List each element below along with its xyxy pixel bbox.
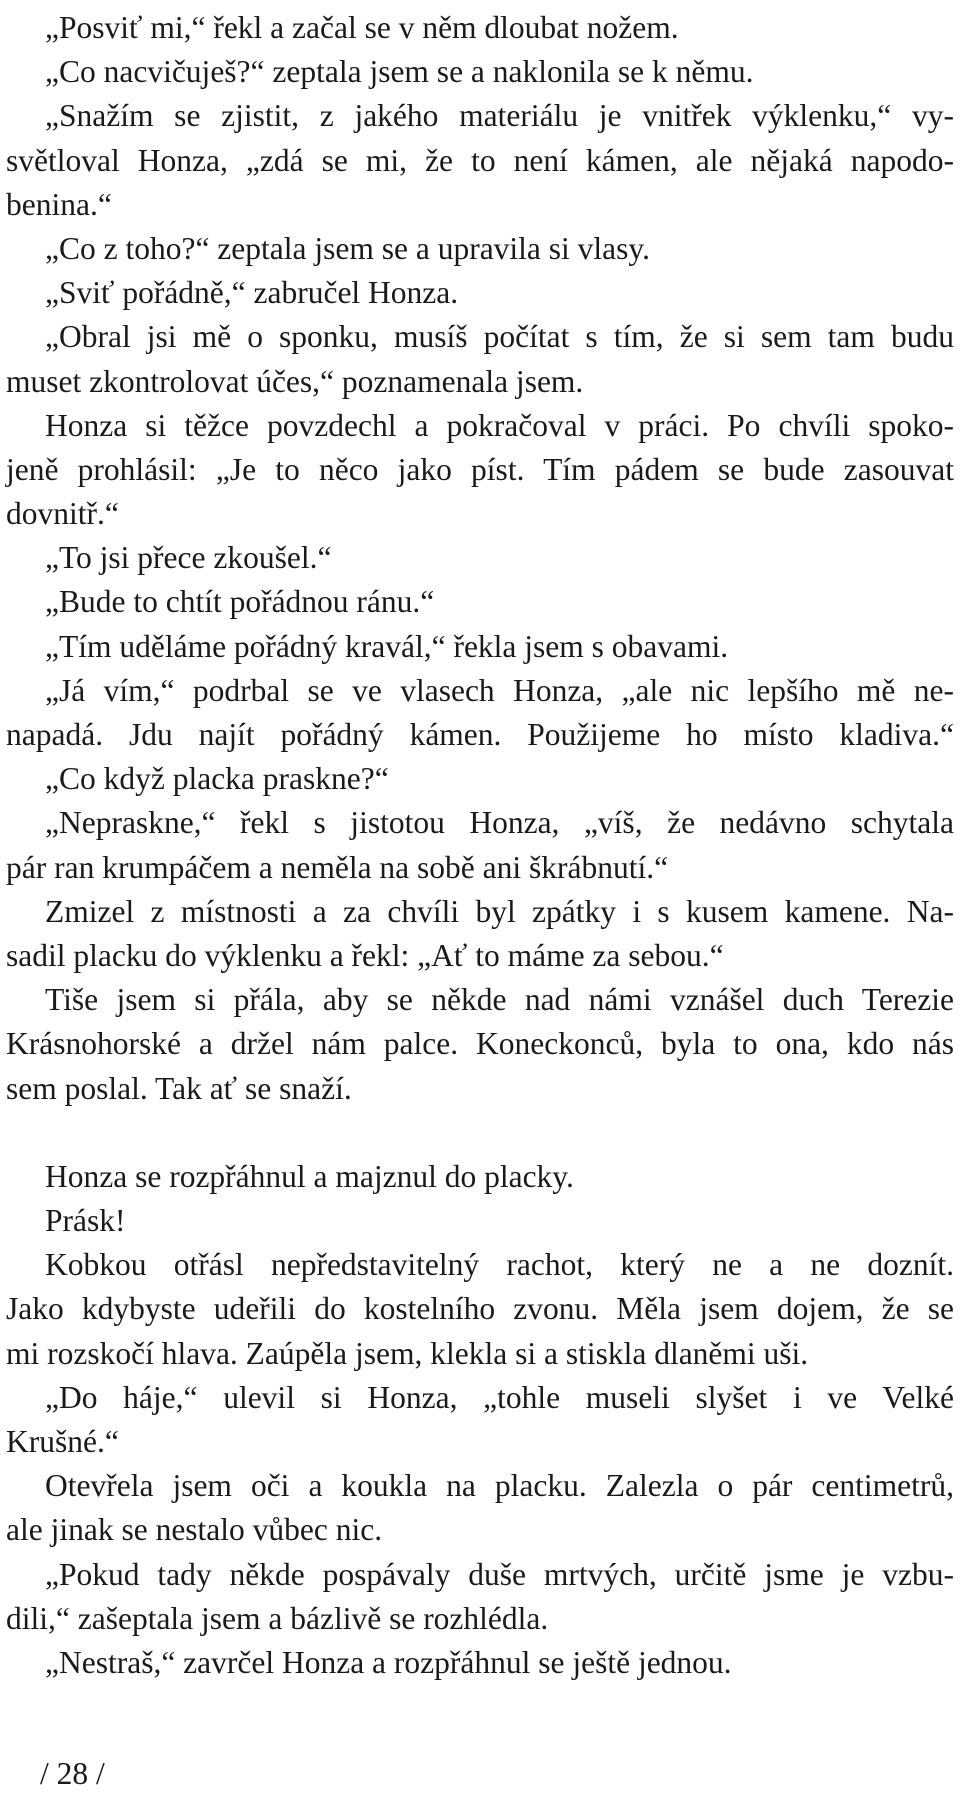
text-line: sadil placku do výklenku a řekl: „Ať to máme za sebou.“ [6,937,724,973]
blank-line [6,1111,954,1155]
text-line: benina.“ [6,186,112,222]
text-line: „Posviť mi,“ řekl a začal se v něm dloubat nožem. [45,10,679,45]
text-line: Honza si těžce povzdechl a pokračoval v práci. Po chvíli spoko- [45,407,954,443]
text-line: „Obral jsi mě o sponku, musíš počítat s tím, že si sem tam budu [45,319,954,355]
text-line: „Sviť pořádně,“ zabručel Honza. [45,275,459,311]
text-line: „Tím uděláme pořádný kravál,“ řekla jsem s obavami. [45,628,729,664]
text-line: Prásk! [45,1203,126,1239]
text-line: Honza se rozpřáhnul a majznul do placky. [45,1158,574,1194]
body-text [6,0,954,1685]
text-line: napadá. Jdu najít pořádný kámen. Použijeme ho místo kladiva.“ [6,717,954,752]
text-line: „Co nacvičuješ?“ zeptala jsem se a naklonila se k němu. [45,54,754,90]
text-line: jeně prohlásil: „Je to něco jako píst. Tím pádem se bude zasouvat [6,451,954,487]
text-line: Kobkou otřásl nepředstavitelný rachot, který ne a ne doznít. [45,1247,954,1283]
text-line: Krušné.“ [6,1424,119,1459]
text-line: „Co z toho?“ zeptala jsem se a upravila si vlasy. [45,230,650,266]
text-line: Zmizel z místnosti a za chvíli byl zpátky i s kusem kamene. Na- [45,893,954,929]
text-line: Krásnohorské a držel nám palce. Koneckonců, byla to ona, kdo nás [6,1026,954,1062]
text-line: muset zkontrolovat účes,“ poznamenala jsem. [6,363,584,399]
text-line: „Pokud tady někde pospávaly duše mrtvých, určitě jsme je vzbu- [45,1556,954,1592]
text-line: „Já vím,“ podrbal se ve vlasech Honza, „ale nic lepšího mě ne- [45,672,954,708]
text-line: Jako kdybyste udeřili do kostelního zvonu. Měla jsem dojem, že se [6,1291,954,1327]
text-line: mi rozskočí hlava. Zaúpěla jsem, klekla si a stiskla dlaněmi uši. [6,1335,809,1371]
text-line: „Nestraš,“ zavrčel Honza a rozpřáhnul se ještě jednou. [45,1644,732,1680]
text-line: Tiše jsem si přála, aby se někde nad námi vznášel duch Terezie [45,982,954,1018]
text-line: ale jinak se nestalo vůbec nic. [6,1512,383,1548]
text-line: „Nepraskne,“ řekl s jistotou Honza, „víš, že nedávno schytala [45,805,954,841]
text-line: světloval Honza, „zdá se mi, že to není kámen, ale nějaká napodo- [6,142,954,178]
text-line: dili,“ zašeptala jsem a bázlivě se rozhlédla. [6,1600,549,1636]
book-page [6,0,954,1685]
text-line: „Co když placka praskne?“ [45,761,389,797]
text-line: sem poslal. Tak ať se snaží. [6,1070,352,1106]
page-number: / 28 / [40,1756,105,1791]
text-line: „Snažím se zjistit, z jakého materiálu je vnitřek výklenku,“ vy- [45,98,954,134]
text-line: dovnitř.“ [6,496,119,532]
text-line: „Bude to chtít pořádnou ránu.“ [45,584,435,620]
text-line: „To jsi přece zkoušel.“ [45,540,332,576]
text-line: Otevřela jsem oči a koukla na placku. Zalezla o pár centimetrů, [45,1468,954,1504]
text-line: pár ran krumpáčem a neměla na sobě ani škrábnutí.“ [6,849,669,885]
text-line: „Do háje,“ ulevil si Honza, „tohle museli slyšet i ve Velké [45,1379,954,1415]
